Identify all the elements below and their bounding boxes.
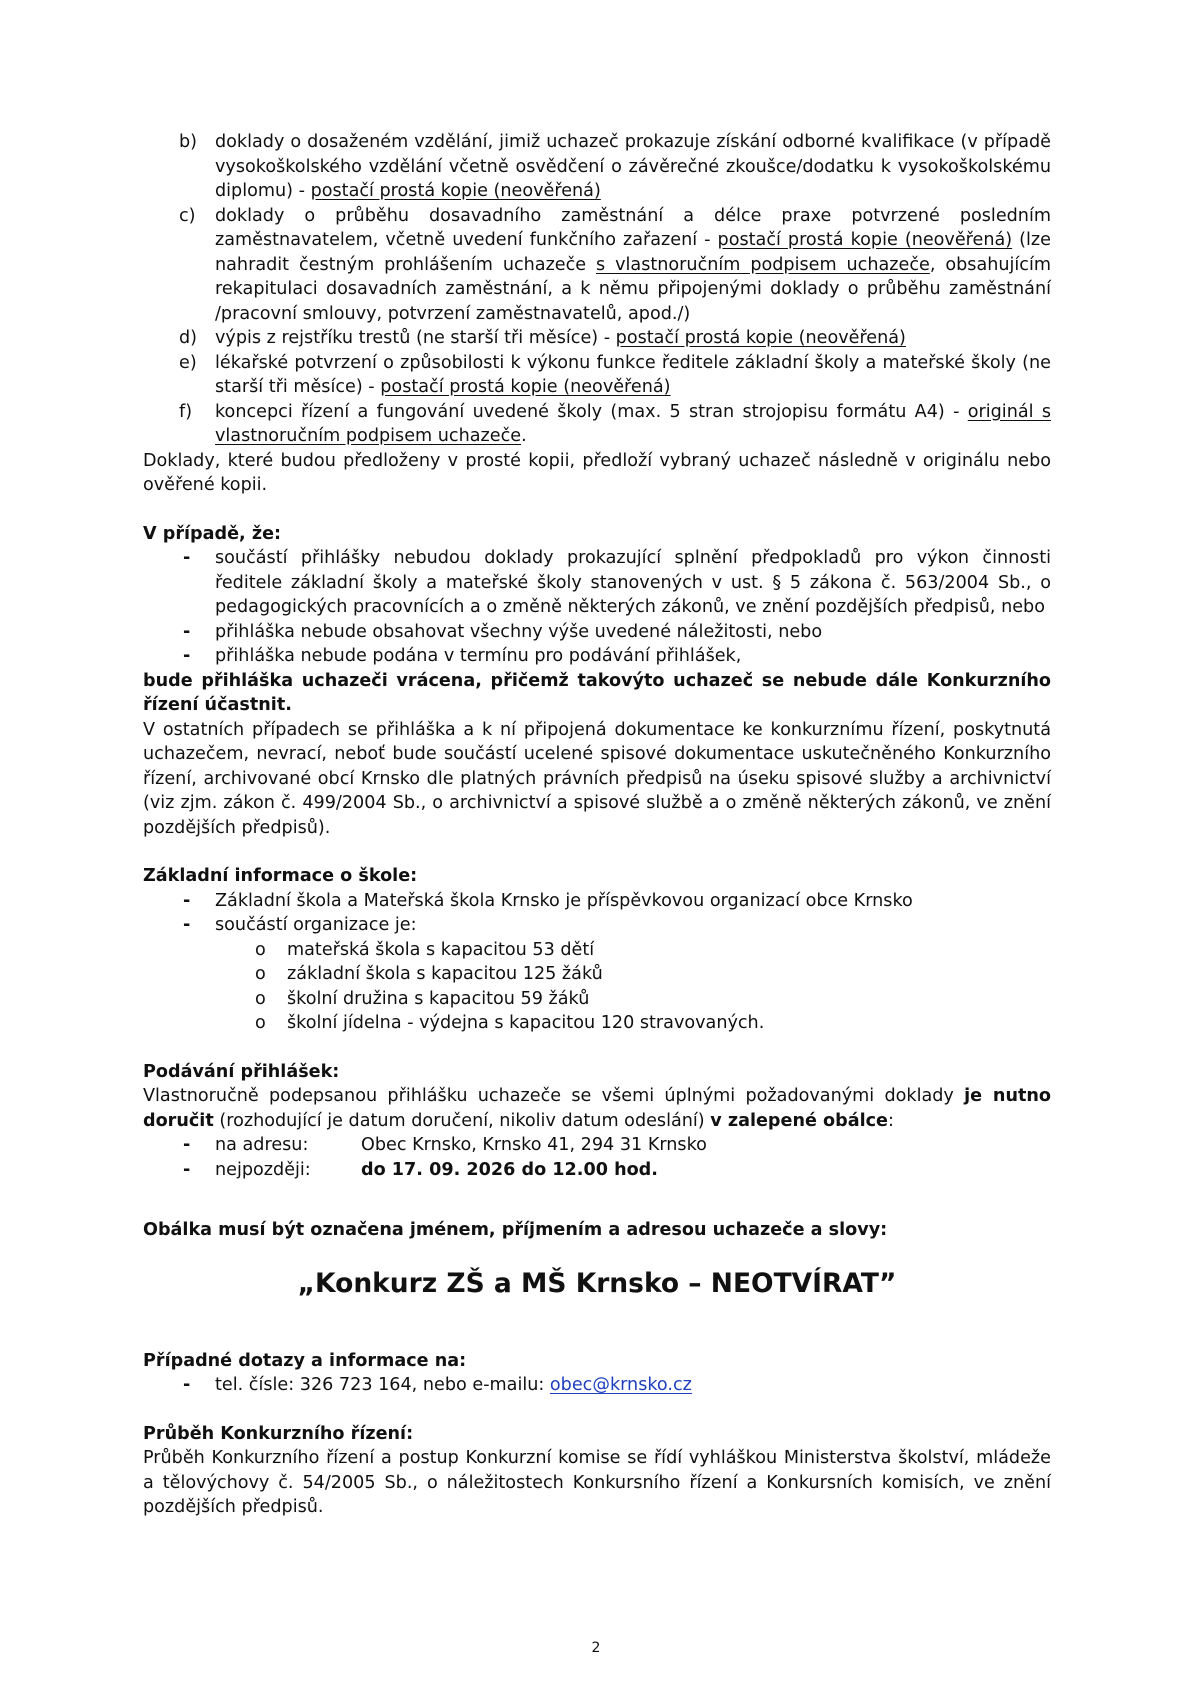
item-text-mid: (lze nahradit čestným prohlášením uchazeče	[215, 230, 1051, 275]
sub-list-item	[143, 962, 1051, 987]
address-label: na adresu:	[215, 1135, 309, 1155]
address-value: Obec Krnsko, Krnsko 41, 294 31 Krnsko	[361, 1135, 707, 1155]
dash-bullet: -	[183, 621, 191, 642]
item-text: lékařské potvrzení o způsobilosti k výkonu funkce ředitele základní školy a mateřské školy (ne starší tři měsíce) -	[215, 352, 1051, 397]
list-item	[143, 400, 1051, 449]
document-page	[143, 130, 1051, 1520]
page-number: 2	[591, 1640, 601, 1656]
submission-heading: Podávání přihlášek:	[143, 1061, 340, 1082]
item-label: f)	[179, 401, 193, 422]
dash-bullet: -	[183, 1375, 191, 1395]
list-item	[143, 130, 1051, 204]
email-link[interactable]: obec@krnsko.cz	[549, 1375, 692, 1395]
sub-list-item	[143, 938, 1051, 963]
list-item	[143, 620, 1051, 645]
sub-item-text: školní družina s kapacitou 59 žáků	[287, 988, 590, 1009]
list-item	[143, 644, 1051, 669]
item-underline: postačí prostá kopie (neověřená)	[615, 328, 906, 348]
dash-bullet: -	[183, 890, 191, 911]
dash-bullet: -	[183, 1159, 191, 1180]
circle-bullet: o	[255, 1013, 266, 1033]
item-text: doklady o průběhu dosavadního zaměstnání a délce praxe potvrzené posledním zaměstnavatelem, včetně uvedení funkčního zařazení -	[215, 205, 1051, 250]
sub-item-text: základní škola s kapacitou 125 žáků	[287, 964, 603, 984]
item-label: c)	[179, 205, 196, 226]
envelope-title: „Konkurz ZŠ a MŠ Krnsko – NEOTVÍRAT”	[297, 1267, 897, 1299]
dash-bullet: -	[183, 915, 191, 935]
item-underline-2: s vlastnoručním podpisem uchazeče	[596, 254, 930, 275]
sub-list-item	[143, 987, 1051, 1012]
case-heading: V případě, že:	[143, 523, 282, 544]
submission-paragraph	[143, 1084, 1051, 1133]
item-underline: originál s vlastnoručním podpisem uchazeče	[215, 401, 1051, 446]
list-item-text: Základní škola a Mateřská škola Krnsko je příspěvkovou organizací obce Krnsko	[215, 890, 913, 911]
dash-bullet: -	[183, 1135, 191, 1155]
item-underline: postačí prostá kopie (neověřená)	[717, 230, 1013, 250]
list-item	[143, 889, 1051, 914]
dash-bullet: -	[183, 548, 191, 568]
list-item-text: přihláška nebude podána v termínu pro podávání přihlášek,	[215, 646, 742, 666]
list-item-text: součástí přihlášky nebudou doklady prokazující splnění předpokladů pro výkon činnosti ředitele základní školy a mateřské školy stanovených v ust. § 5 zákona č. 563/2004 Sb., o pedagogických pracovnících a o změně některých zákonů, ve znění pozdějších předpisů, nebo	[215, 548, 1051, 617]
list-item	[143, 351, 1051, 400]
other-cases-paragraph: V ostatních případech se přihláška a k ní připojená dokumentace ke konkurznímu řízení, poskytnutá uchazečem, nevrací, neboť bude součástí ucelené spisové dokumentace uskutečněného Konkurzního řízení, archivované obcí Krnsko dle platných právních předpisů na úseku spisové služby a archivnictví (viz zjm. zákon č. 499/2004 Sb., o archivnictví a spisové službě a o změně některých zákonů, ve znění pozdějších předpisů).	[143, 719, 1051, 838]
rejection-statement: bude přihláška uchazeči vrácena, přičemž takovýto uchazeč se nebude dále Konkurzního řízení účastnit.	[143, 670, 1051, 715]
contact-row	[143, 1373, 1051, 1398]
item-text: výpis z rejstříku trestů (ne starší tři měsíce) -	[215, 328, 616, 348]
list-item	[143, 326, 1051, 351]
list-item	[143, 204, 1051, 327]
deadline-row	[143, 1158, 1051, 1183]
item-label: b)	[179, 132, 198, 152]
item-text-tail: .	[521, 426, 527, 446]
list-item-text: součástí organizace je:	[215, 915, 417, 935]
submission-emphasis: je nutno doručit	[143, 1086, 1051, 1131]
deadline-value: do 17. 09. 2026 do 12.00 hod.	[361, 1159, 658, 1180]
submission-text: Vlastnoručně podepsanou přihlášku uchazeče se všemi úplnými požadovanými doklady	[143, 1086, 965, 1106]
list-item	[143, 913, 1051, 938]
sub-item-text: školní jídelna - výdejna s kapacitou 120 stravovaných.	[287, 1013, 765, 1033]
contact-text: tel. čísle: 326 723 164, nebo e-mailu:	[215, 1375, 550, 1395]
school-info-heading: Základní informace o škole:	[143, 866, 418, 886]
circle-bullet: o	[255, 964, 266, 984]
procedure-paragraph: Průběh Konkurzního řízení a postup Konkurzní komise se řídí vyhláškou Ministerstva školství, mládeže a tělovýchovy č. 54/2005 Sb., o náležitostech Konkursního řízení a Konkursních komisích, ve znění pozdějších předpisů.	[143, 1448, 1051, 1517]
item-label: d)	[179, 328, 198, 348]
sub-item-text: mateřská škola s kapacitou 53 dětí	[287, 939, 595, 960]
dash-bullet: -	[183, 646, 191, 666]
list-item	[143, 546, 1051, 620]
submission-emphasis: v zalepené obálce	[710, 1110, 888, 1131]
documents-note: Doklady, které budou předloženy v prosté kopii, předloží vybraný uchazeč následně v originálu nebo ověřené kopii.	[143, 450, 1051, 495]
procedure-heading: Průběh Konkurzního řízení:	[143, 1423, 414, 1444]
circle-bullet: o	[255, 939, 266, 960]
deadline-label: nejpozději:	[215, 1159, 311, 1180]
item-underline: postačí prostá kopie (neověřená)	[310, 181, 601, 201]
submission-text: (rozhodující je datum doručení, nikoliv datum odeslání)	[213, 1110, 711, 1131]
address-row	[143, 1133, 1051, 1158]
item-underline: postačí prostá kopie (neověřená)	[380, 377, 671, 397]
circle-bullet: o	[255, 988, 266, 1009]
envelope-instruction: Obálka musí být označena jménem, příjmením a adresou uchazeče a slovy:	[143, 1220, 888, 1240]
contact-heading: Případné dotazy a informace na:	[143, 1350, 467, 1371]
item-text: koncepci řízení a fungování uvedené školy (max. 5 stran strojopisu formátu A4) -	[215, 401, 968, 422]
sub-list-item	[143, 1011, 1051, 1036]
item-label: e)	[179, 352, 197, 373]
required-documents-list	[143, 130, 1051, 449]
item-text: doklady o dosaženém vzdělání, jimiž uchazeč prokazuje získání odborné kvalifikace (v případě vysokoškolského vzdělání včetně osvědčení o závěrečné zkoušce/dodatku k vysokoškolskému diplomu) -	[215, 132, 1051, 201]
item-text-tail: , obsahujícím rekapitulaci dosavadních zaměstnání, a k němu připojenými doklady o průběhu zaměstnání /pracovní smlouvy, potvrzení zaměstnavatelů, apod./)	[215, 254, 1052, 324]
submission-text: :	[888, 1110, 894, 1131]
list-item-text: přihláška nebude obsahovat všechny výše uvedené náležitosti, nebo	[215, 621, 823, 642]
